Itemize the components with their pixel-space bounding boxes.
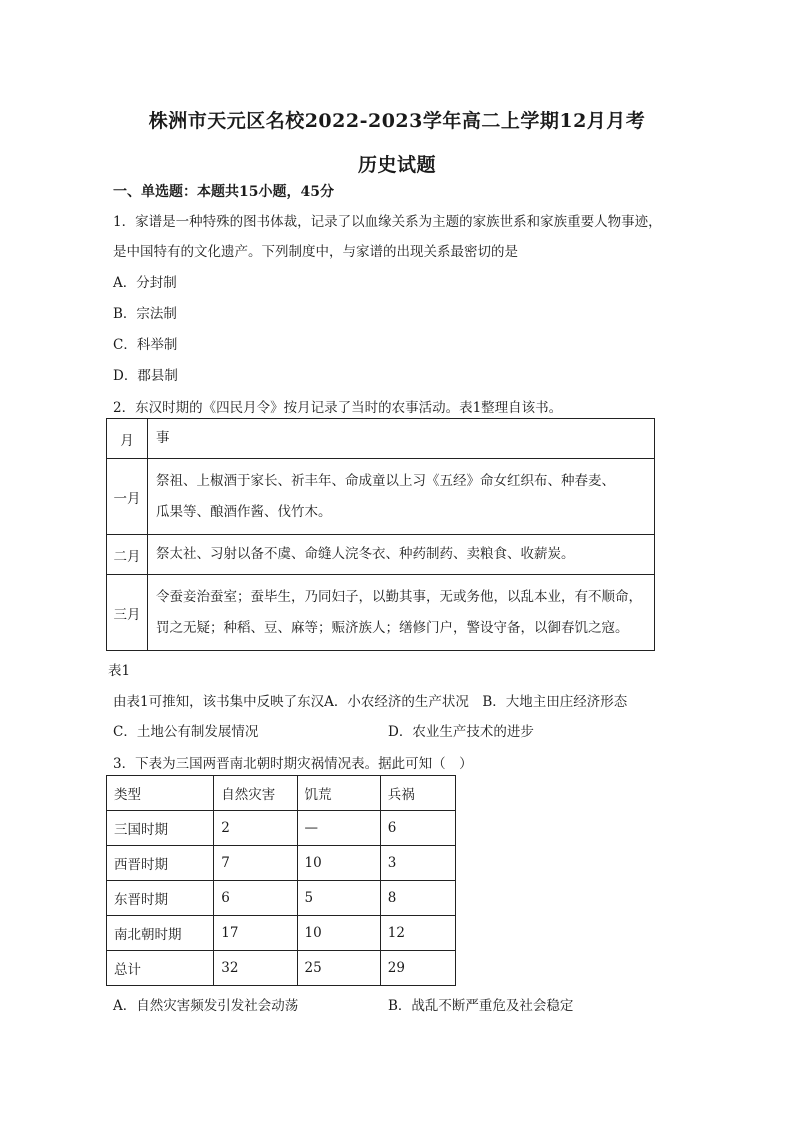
table-cell: 12	[380, 916, 455, 951]
q1-option-b: B．宗法制	[113, 306, 177, 322]
event-cell	[148, 535, 655, 575]
q2-answer-line: 由表1可推知，该书集中反映了东汉A．小农经济的生产状况 B．大地主田庄经济形态	[113, 694, 628, 710]
month-cell: 二月	[107, 535, 148, 575]
table-cell: 6	[214, 881, 297, 916]
table-header-cell: 自然灾害	[214, 776, 297, 811]
event-cell	[148, 459, 655, 535]
document-title: 株洲市天元区名校2022-2023学年高二上学期12月月考	[148, 110, 646, 132]
table-header-cell: 月	[107, 419, 148, 459]
q3-stem: 3．下表为三国两晋南北朝时期灾祸情况表。据此可知（ ）	[113, 756, 473, 772]
table-row	[107, 916, 456, 951]
q1-option-a: A．分封制	[113, 275, 177, 291]
table-cell: 29	[380, 951, 455, 986]
table-row	[107, 459, 655, 535]
table-cell: 6	[380, 811, 455, 846]
table-cell: 32	[214, 951, 297, 986]
month-cell: 一月	[107, 459, 148, 535]
table-cell: 5	[297, 881, 380, 916]
event-line: 令蚕妾治蚕室；蚕毕生，乃同妇子，以勤其事，无或务他，以乱本业，有不顺命，	[156, 588, 642, 605]
table-cell: 2	[214, 811, 297, 846]
table-cell: 西晋时期	[107, 846, 214, 881]
table-header-row	[107, 776, 456, 811]
q3-table	[106, 775, 456, 986]
table-header-cell: 兵祸	[380, 776, 455, 811]
table-caption: 表1	[108, 663, 131, 679]
table-row	[107, 951, 456, 986]
q2-table	[106, 418, 655, 651]
section-heading: 一、单选题：本题共15小题，45分	[113, 184, 334, 200]
table-cell: 10	[297, 846, 380, 881]
table-header-row	[107, 419, 655, 459]
q1-option-c: C．科举制	[113, 337, 178, 353]
table-cell: —	[297, 811, 380, 846]
table-header-cell: 类型	[107, 776, 214, 811]
table-cell: 10	[297, 916, 380, 951]
event-cell	[148, 575, 655, 651]
q2-option-c: C．土地公有制发展情况	[113, 724, 259, 740]
q3-option-b: B．战乱不断严重危及社会稳定	[388, 998, 574, 1014]
event-line: 祭祖、上椒酒于家长、祈丰年、命成童以上习《五经》命女红织布、种春麦、	[156, 472, 615, 489]
table-row	[107, 575, 655, 651]
table-cell: 总计	[107, 951, 214, 986]
q1-stem-line2: 是中国特有的文化遗产。下列制度中，与家谱的出现关系最密切的是	[113, 244, 518, 260]
table-row	[107, 811, 456, 846]
table-cell: 三国时期	[107, 811, 214, 846]
table-cell: 25	[297, 951, 380, 986]
document-subtitle: 历史试题	[357, 154, 436, 176]
table-cell: 东晋时期	[107, 881, 214, 916]
table-cell: 7	[214, 846, 297, 881]
table-row	[107, 535, 655, 575]
event-line: 罚之无疑；种稻、豆、麻等；赈济族人；缮修门户，警设守备，以御春饥之寇。	[156, 619, 629, 636]
q2-option-d: D．农业生产技术的进步	[388, 724, 534, 740]
table-cell: 3	[380, 846, 455, 881]
event-line: 祭太社、习射以备不虞、命缝人浣冬衣、种药制药、卖粮食、收薪炭。	[156, 546, 575, 562]
table-cell: 17	[214, 916, 297, 951]
table-header-cell: 事	[148, 419, 655, 459]
table-row	[107, 881, 456, 916]
table-row	[107, 846, 456, 881]
month-cell: 三月	[107, 575, 148, 651]
table-cell: 8	[380, 881, 455, 916]
q2-stem: 2．东汉时期的《四民月令》按月记录了当时的农事活动。表1整理自该书。	[113, 400, 563, 416]
event-line: 瓜果等、酿酒作酱、伐竹木。	[156, 503, 332, 520]
table-header-cell: 饥荒	[297, 776, 380, 811]
q1-stem-line1: 1．家谱是一种特殊的图书体裁，记录了以血缘关系为主题的家族世系和家族重要人物事迹，	[113, 214, 662, 230]
q1-option-d: D．郡县制	[113, 368, 178, 384]
q3-option-a: A．自然灾害频发引发社会动荡	[113, 998, 299, 1014]
table-cell: 南北朝时期	[107, 916, 214, 951]
